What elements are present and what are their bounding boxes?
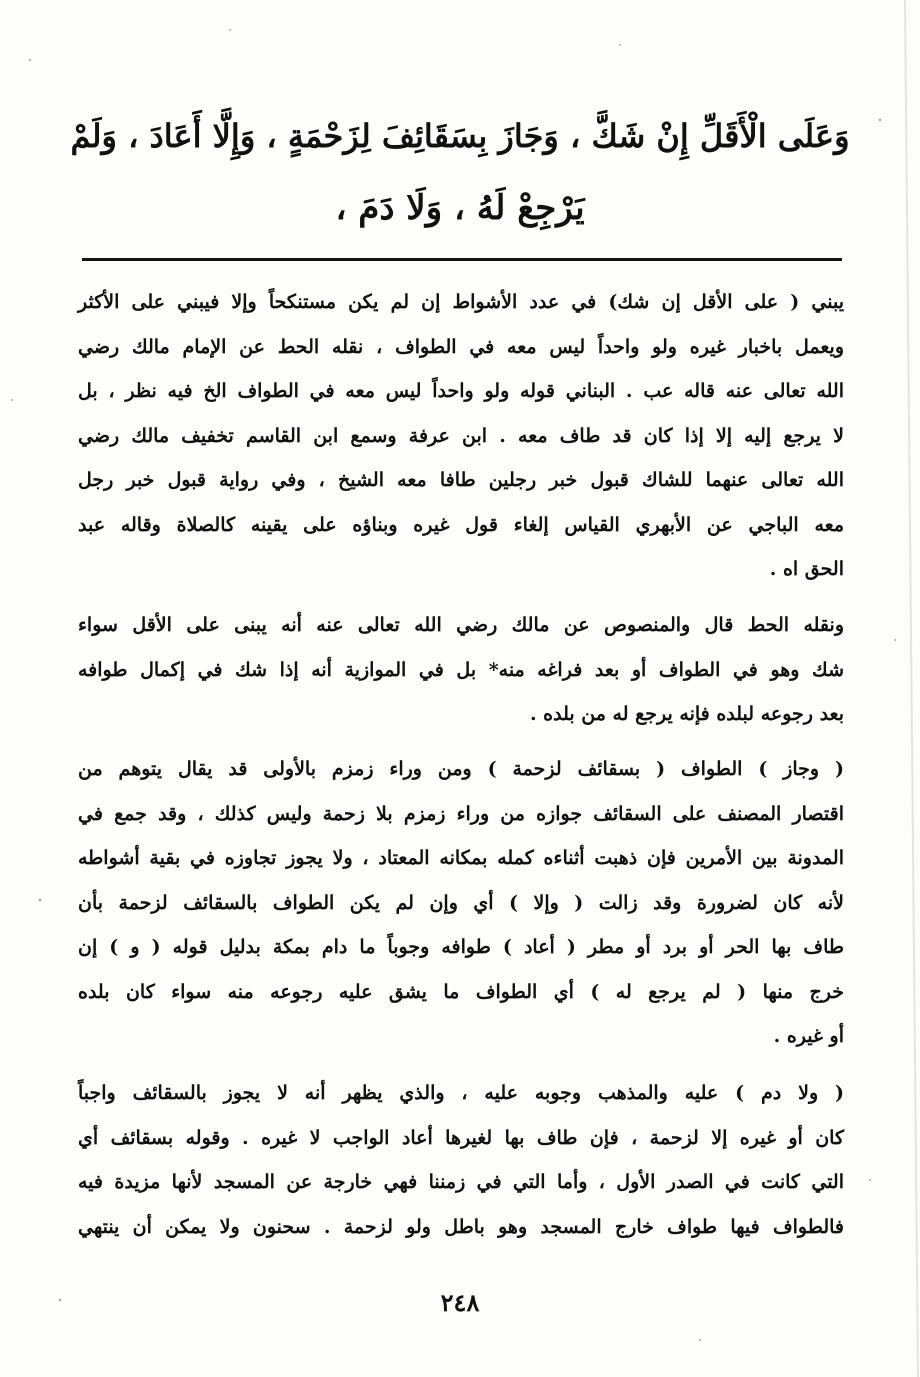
- matn-text: [70, 100, 850, 244]
- text-line: كان أو غيره إلا لزحمة ، فإن طاف بها لغيرها أعاد الواجب لا غيره . وقوله بسقائف أي: [78, 1126, 844, 1149]
- text-line: طاف بها الحر أو برد أو مطر ( أعاد ) طوافه وجوباً ما دام بمكة بدليل قوله ( و ) إن: [78, 936, 844, 958]
- text-line: لأنه كان لضرورة وقد زالت ( وإلا ) أي وإن لم يكن الطواف بالسقائف لزحمة بأن: [78, 891, 844, 914]
- text-line: يبني ( على الأقل إن شك) في عدد الأشواط إن لم يكن مستنكحاً وإلا فيبني على الأكثر: [78, 291, 844, 313]
- text-line: ( ولا دم ) عليه والمذهب وجوبه عليه ، والذي يظهر أنه لا يجوز بالسقائف واجباً: [78, 1082, 844, 1104]
- text-line: لا يرجع إليه إلا إذا كان قد طاف معه . ابن عرفة وسمع ابن القاسم تخفيف مالك رضي: [78, 424, 844, 447]
- commentary-paragraph: [78, 603, 844, 737]
- text-line: بعد رجوعه لبلده فإنه يرجع له من بلده .: [529, 703, 844, 725]
- separator-rule: [82, 258, 842, 261]
- text-line: الله تعالى عنه قاله عب . البناني قوله ولو واحداً ليس معه في الطواف الخ فيه نظر ، بل: [78, 380, 844, 402]
- commentary-paragraph: [78, 747, 844, 1059]
- text-line: ( وجاز ) الطواف ( بسقائف لزحمة ) ومن وراء زمزم بالأولى قد يقال يتوهم من: [78, 758, 844, 780]
- text-line: أو غيره .: [773, 1025, 844, 1047]
- matn-line: يَرْجِعْ لَهُ ، وَلَا دَمَ ،: [335, 188, 585, 228]
- commentary-paragraph: [78, 280, 844, 592]
- text-line: التي كانت في الصدر الأول ، وأما التي في زمننا فهي خارجة عن المسجد لأنها مزيدة فيه: [78, 1171, 844, 1193]
- text-line: المدونة بين الأمرين فإن ذهبت أثناءه كمله بمكانه المعتاد ، ولا يجوز تجاوزه في بقية أشواطه: [78, 847, 844, 869]
- page-number: ٢٤٨: [440, 1288, 480, 1317]
- text-line: فالطواف فيها طواف خارج المسجد وهو باطل ولو لزحمة . سحنون ولا يمكن أن ينتهي: [78, 1215, 844, 1238]
- commentary-paragraph: [78, 1071, 844, 1249]
- matn-line: وَعَلَى الْأَقَلِّ إِنْ شَكَّ ، وَجَازَ بِسَقَائِفَ لِزَحْمَةٍ ، وَإِلَّا أَعَادَ ، وَلَمْ: [70, 117, 850, 155]
- text-line: ونقله الحط قال والمنصوص عن مالك رضي الله تعالى عنه أنه يبنى على الأقل سواء: [78, 614, 844, 636]
- text-line: ويعمل باخبار غيره ولو واحداً ليس معه في الطواف ، نقله الحط عن الإمام مالك رضي: [78, 335, 844, 358]
- text-line: معه الباجي عن الأبهري القياس إلغاء قول غيره وبناؤه على يقينه كالصلاة وقاله عبد: [78, 513, 844, 536]
- text-line: شك وهو في الطواف أو بعد فراغه منه* بل في الموازية أنه إذا شك في إكمال طوافه: [78, 658, 844, 681]
- text-line: الله تعالى عنهما للشاك قبول خبر رجلين طافا معه الشيخ ، وفي رواية قبول خبر رجل: [78, 469, 844, 491]
- text-line: الحق اه .: [769, 558, 844, 580]
- text-line: خرج منها ( لم يرجع له ) أي الطواف ما يشق عليه رجوعه منه سواء كان بلده: [78, 980, 844, 1003]
- text-line: اقتصار المصنف على السقائف جوازه من وراء زمزم بلا زحمة وليس كذلك ، وقد جمع في: [78, 802, 844, 825]
